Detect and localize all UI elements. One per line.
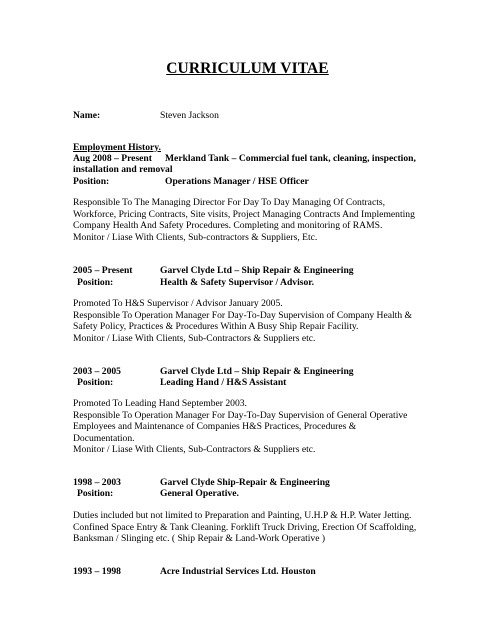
description-line: Monitor / Liase With Clients, Sub-contractors & Suppliers, Etc. <box>73 231 318 243</box>
description-line: Confined Space Entry & Tank Cleaning. Forklift Truck Driving, Erection Of Scaffolding, <box>73 521 417 533</box>
job-2-position: Health & Safety Supervisor / Advisor. <box>160 277 315 288</box>
job-3-company: Garvel Clyde Ltd – Ship Repair & Engineering <box>160 366 354 377</box>
description-line: Employees and Maintenance of Companies H&S Practices, Procedures & <box>73 421 357 432</box>
description-line: Promoted To Leading Hand September 2003. <box>73 398 247 409</box>
job-4-position-label: Position: <box>77 488 114 499</box>
job-2-dates: 2005 – Present <box>73 265 133 276</box>
description-line: Documentation. <box>73 432 135 444</box>
job-1-company-cont: installation and removal <box>73 164 173 175</box>
description-line: Company Health And Safety Procedures. Completing and monitoring of RAMS. <box>73 220 383 231</box>
document-title: CURRICULUM VITAE <box>166 60 329 77</box>
description-line: Monitor / Liase With Clients, Sub-Contractors & Suppliers etc. <box>73 332 316 344</box>
job-3-position: Leading Hand / H&S Assistant <box>160 377 287 388</box>
job-4-description <box>73 510 433 545</box>
job-4-position: General Operative. <box>160 488 239 499</box>
description-line: Banksman / Slinging etc. ( Ship Repair & Land-Work Operative ) <box>73 533 326 544</box>
job-4-company: Garvel Clyde Ship-Repair & Engineering <box>160 477 330 488</box>
job-1-company: Merkland Tank – Commercial fuel tank, cleaning, inspection, <box>165 153 416 164</box>
employment-heading: Employment History. <box>73 142 161 153</box>
job-3-position-label: Position: <box>77 377 114 388</box>
job-2-position-label: Position: <box>77 277 114 288</box>
job-2-description <box>73 298 433 344</box>
description-line: Workforce, Pricing Contracts, Site visits, Project Managing Contracts And Implementing <box>73 208 415 220</box>
job-5-dates: 1993 – 1998 <box>73 566 121 577</box>
job-4-dates: 1998 – 2003 <box>73 477 121 488</box>
description-line: Duties included but not limited to Preparation and Painting, U.H.P & H.P. Water Jetting. <box>73 510 412 521</box>
job-1-position-label: Position: <box>73 176 110 187</box>
description-line: Responsible To The Managing Director For Day To Day Managing Of Contracts, <box>73 197 385 208</box>
job-3-description <box>73 398 433 456</box>
job-2-company: Garvel Clyde Ltd – Ship Repair & Engineering <box>160 265 354 276</box>
job-1-dates: Aug 2008 – Present <box>73 153 152 164</box>
name-value: Steven Jackson <box>160 110 219 121</box>
description-line: Responsible To Operation Manager For Day-To-Day Supervision of General Operative <box>73 409 408 421</box>
job-1-description <box>73 197 433 243</box>
job-5-company: Acre Industrial Services Ltd. Houston <box>160 566 316 577</box>
job-3-dates: 2003 – 2005 <box>73 366 121 377</box>
name-label: Name: <box>73 110 101 121</box>
description-line: Safety Policy, Practices & Procedures Within A Busy Ship Repair Facility. <box>73 321 359 332</box>
job-1-position: Operations Manager / HSE Officer <box>165 176 309 187</box>
description-line: Responsible To Operation Manager For Day-To-Day Supervision of Company Health & <box>73 309 412 321</box>
description-line: Promoted To H&S Supervisor / Advisor January 2005. <box>73 298 283 309</box>
description-line: Monitor / Liase With Clients, Sub-Contractors & Suppliers etc. <box>73 444 316 455</box>
